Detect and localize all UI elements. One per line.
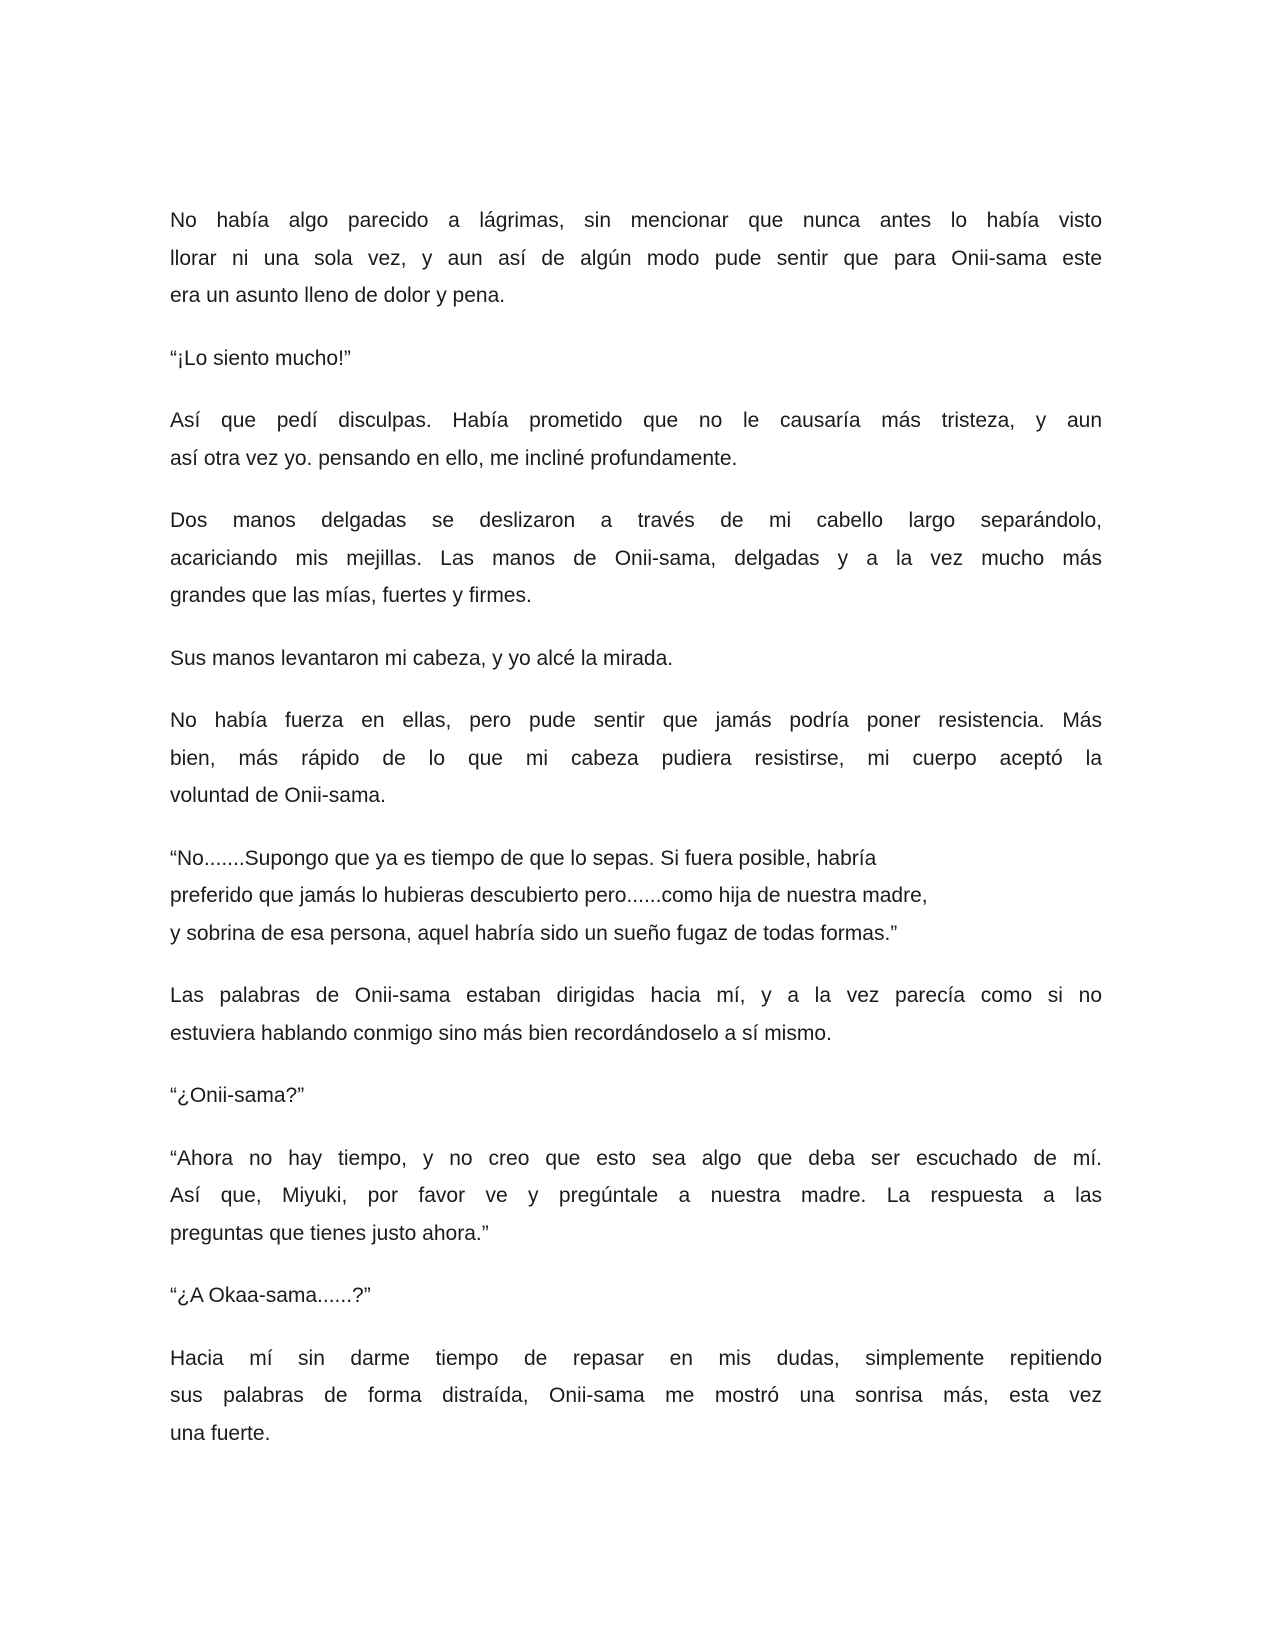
paragraph — [170, 202, 1102, 315]
text-line: Así que, Miyuki, por favor ve y pregúntale a nuestra madre. La respuesta a las — [170, 1184, 1102, 1207]
paragraph — [170, 502, 1102, 615]
text-line: “¿A Okaa-sama......?” — [170, 1284, 371, 1307]
text-line: acariciando mis mejillas. Las manos de Onii-sama, delgadas y a la vez mucho más — [170, 546, 1102, 570]
text-line: era un asunto lleno de dolor y pena. — [170, 284, 506, 307]
text-line: estuviera hablando conmigo sino más bien recordándoselo a sí mismo. — [170, 1021, 832, 1045]
paragraph — [170, 1077, 1102, 1115]
text-line: No había fuerza en ellas, pero pude sentir que jamás podría poner resistencia. Más — [170, 709, 1102, 732]
text-line: “Ahora no hay tiempo, y no creo que esto sea algo que deba ser escuchado de mí. — [170, 1146, 1102, 1170]
paragraph — [170, 1277, 1102, 1315]
text-line: voluntad de Onii-sama. — [170, 784, 386, 807]
text-line: así otra vez yo. pensando en ello, me incliné profundamente. — [170, 446, 738, 470]
paragraph — [170, 340, 1102, 378]
text-line: “¿Onii-sama?” — [170, 1084, 305, 1107]
paragraph — [170, 640, 1102, 678]
text-line: bien, más rápido de lo que mi cabeza pudiera resistirse, mi cuerpo aceptó la — [170, 746, 1102, 770]
paragraph — [170, 1340, 1102, 1453]
text-line: y sobrina de esa persona, aquel habría sido un sueño fugaz de todas formas.” — [170, 921, 898, 945]
text-line: “¡Lo siento mucho!” — [170, 346, 351, 370]
paragraph — [170, 1140, 1102, 1253]
text-line: Las palabras de Onii-sama estaban dirigidas hacia mí, y a la vez parecía como si no — [170, 984, 1102, 1007]
text-line: Así que pedí disculpas. Había prometido que no le causaría más tristeza, y aun — [170, 409, 1102, 432]
text-line: Hacia mí sin darme tiempo de repasar en mis dudas, simplemente repitiendo — [170, 1346, 1102, 1370]
text-line: llorar ni una sola vez, y aun así de algún modo pude sentir que para Onii-sama este — [170, 246, 1102, 270]
document-text-block — [170, 202, 1102, 1477]
text-line: Sus manos levantaron mi cabeza, y yo alcé la mirada. — [170, 646, 674, 670]
text-line: una fuerte. — [170, 1421, 271, 1445]
text-line: No había algo parecido a lágrimas, sin mencionar que nunca antes lo había visto — [170, 209, 1102, 232]
text-line: Dos manos delgadas se deslizaron a través de mi cabello largo separándolo, — [170, 509, 1102, 532]
paragraph — [170, 702, 1102, 815]
paragraph — [170, 977, 1102, 1052]
text-line: grandes que las mías, fuertes y firmes. — [170, 584, 532, 607]
paragraph — [170, 402, 1102, 477]
paragraph — [170, 840, 1102, 953]
text-line: sus palabras de forma distraída, Onii-sama me mostró una sonrisa más, esta vez — [170, 1384, 1102, 1407]
text-line: preferido que jamás lo hubieras descubierto pero......como hija de nuestra madre, — [170, 884, 928, 907]
text-line: “No.......Supongo que ya es tiempo de que lo sepas. Si fuera posible, habría — [170, 846, 877, 870]
text-line: preguntas que tienes justo ahora.” — [170, 1221, 489, 1245]
